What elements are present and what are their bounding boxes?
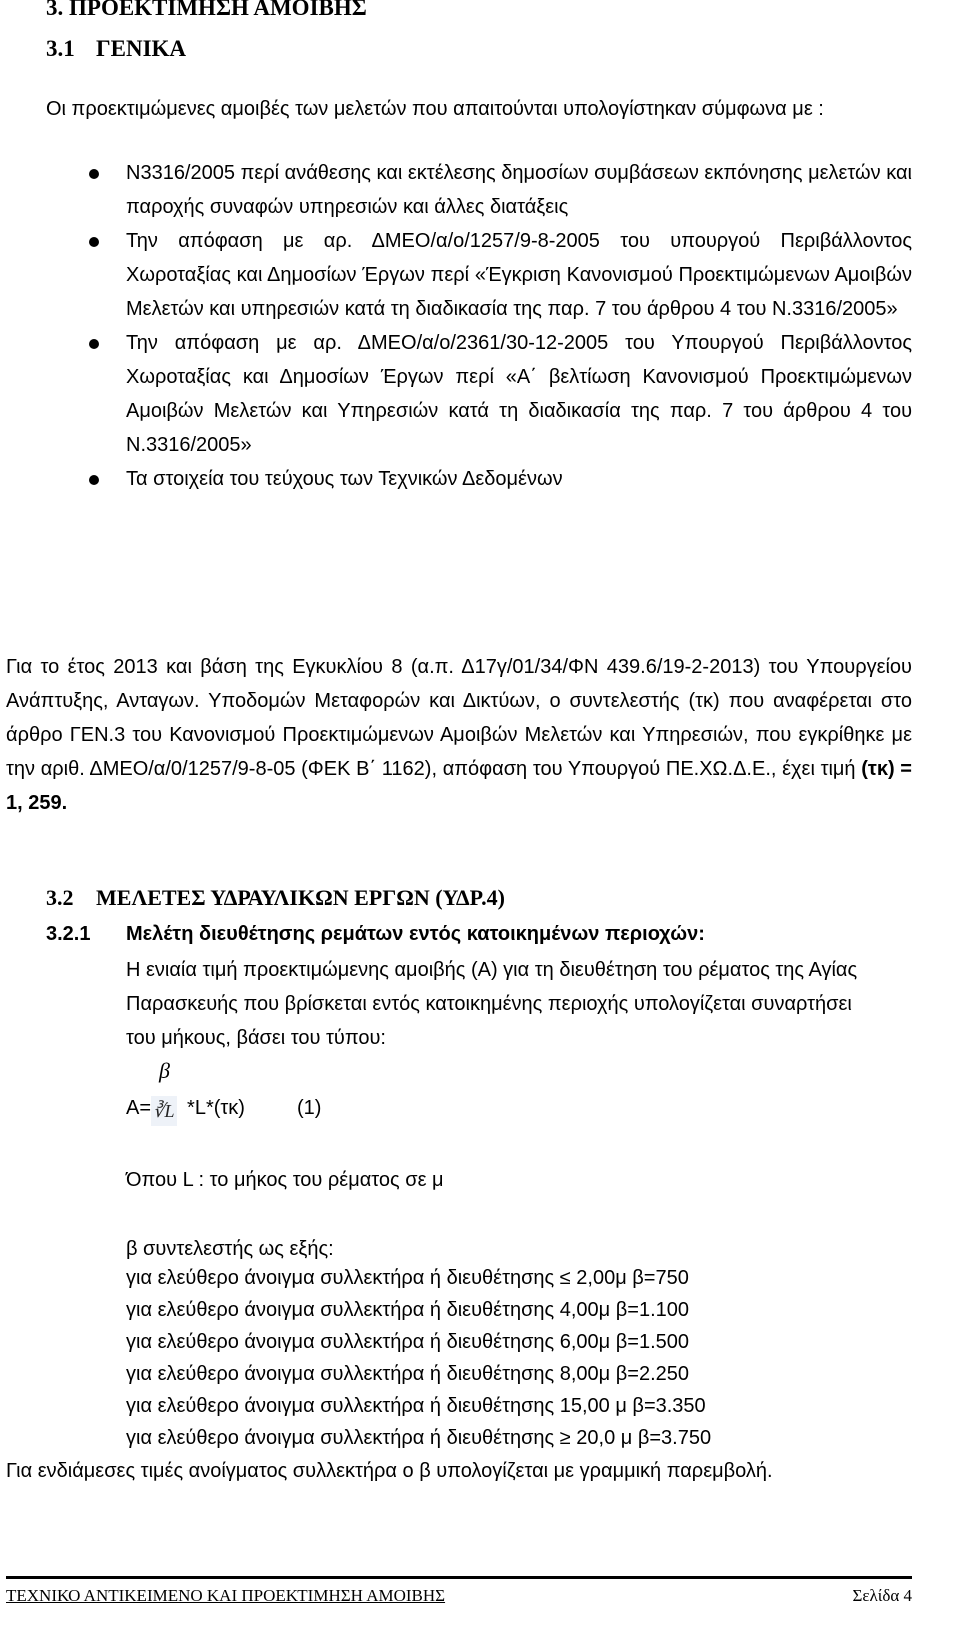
section-3-2-number: 3.2: [46, 885, 74, 910]
formula-root: ∛L: [151, 1096, 176, 1126]
list-item: για ελεύθερο άνοιγμα συλλεκτήρα ή διευθέτησης ≤ 2,00μ β=750: [126, 1267, 689, 1289]
bullet-icon: [89, 339, 99, 349]
section-3-2-heading: [46, 884, 505, 912]
footer-title: ΤΕΧΝΙΚΟ ΑΝΤΙΚΕΙΜΕΝΟ ΚΑΙ ΠΡΟΕΚΤΙΜΗΣΗ ΑΜΟΙΒΗΣ: [6, 1586, 446, 1605]
formula-lhs: Α=: [126, 1097, 152, 1119]
coefficient-paragraph: Για το έτος 2013 και βάση της Εγκυκλίου 8 (α.π. Δ17γ/01/34/ΦΝ 439.6/19-2-2013) του Υπουργείου Ανάπτυξης, Ανταγων. Υποδομών Μεταφορών και Δικτύων, ο συντελεστής (τκ) που αναφέρεται στο άρθρο ΓΕΝ.3 του Κανονισμού Προεκτιμώμενων Αμοιβών Μελετών και Υπηρεσιών, που εγκρίθηκε με την αριθ. ΔΜΕΟ/α/0/1257/9-8-05 (ΦΕΚ Β΄ 1162), απόφαση του Υπουργού ΠΕ.ΧΩ.Δ.Ε., έχει τιμή (τκ) = 1, 259.: [6, 656, 912, 814]
list-item: για ελεύθερο άνοιγμα συλλεκτήρα ή διευθέτησης 8,00μ β=2.250: [126, 1363, 689, 1385]
bullet-icon: [89, 475, 99, 485]
section-3-2-1-heading: [46, 920, 705, 948]
list-item: Ν3316/2005 περί ανάθεσης και εκτέλεσης δημοσίων συμβάσεων εκπόνησης μελετών και παροχής συναφών υπηρεσιών και άλλες διατάξεις: [0, 156, 912, 224]
reference-list: [0, 156, 960, 496]
equation-number: (1): [296, 1097, 322, 1119]
length-definition: Όπου L : το μήκος του ρέματος σε μ: [126, 1169, 444, 1191]
bullet-icon: [89, 169, 99, 179]
section-heading: 3. ΠΡΟΕΚΤΙΜΗΣΗ ΑΜΟΙΒΗΣ: [46, 0, 367, 20]
section-3-2-title: ΜΕΛΕΤΕΣ ΥΔΡΑΥΛΙΚΩΝ ΕΡΓΩΝ (ΥΔΡ.4): [96, 885, 505, 910]
list-item: για ελεύθερο άνοιγμα συλλεκτήρα ή διευθέτησης 6,00μ β=1.500: [126, 1331, 689, 1353]
interpolation-note: Για ενδιάμεσες τιμές ανοίγματος συλλεκτήρα ο β υπολογίζεται με γραμμική παρεμβολή.: [6, 1460, 773, 1482]
formula-fraction: [151, 1057, 187, 1124]
subsection-title: ΓΕΝΙΚΑ: [96, 36, 187, 61]
bullet-icon: [89, 237, 99, 247]
list-item: για ελεύθερο άνοιγμα συλλεκτήρα ή διευθέτησης ≥ 20,0 μ β=3.750: [126, 1427, 712, 1449]
tk-value: (τκ) = 1, 259.: [6, 758, 912, 814]
section-3-2-1-number: 3.2.1: [46, 923, 91, 945]
fee-description: Η ενιαία τιμή προεκτιμώμενης αμοιβής (Α) για τη διευθέτηση του ρέματος της Αγίας Παρασκευής που βρίσκεται εντός κατοικημένης περιοχής υπολογίζεται συναρτήσει του μήκους, βάσει του τύπου:: [126, 959, 858, 1049]
list-item: για ελεύθερο άνοιγμα συλλεκτήρα ή διευθέτησης 15,00 μ β=3.350: [126, 1395, 706, 1417]
page-number: Σελίδα 4: [852, 1586, 912, 1605]
list-item: Την απόφαση με αρ. ΔΜΕΟ/α/ο/1257/9-8-2005 του υπουργού Περιβάλλοντος Χωροταξίας και Δημοσίων Έργων περί «Έγκριση Κανονισμού Προεκτιμώμενων Αμοιβών Μελετών και υπηρεσιών κατά τη διαδικασία της παρ. 7 του άρθρου 4 του Ν.3316/2005»: [0, 224, 912, 326]
subsection-number: 3.1: [46, 36, 75, 61]
list-item: για ελεύθερο άνοιγμα συλλεκτήρα ή διευθέτησης 4,00μ β=1.100: [126, 1299, 689, 1321]
fee-formula: [126, 1057, 322, 1124]
section-3-2-1-title: Μελέτη διευθέτησης ρεμάτων εντός κατοικημένων περιοχών:: [126, 923, 705, 945]
intro-paragraph: Οι προεκτιμώμενες αμοιβές των μελετών που απαιτούνται υπολογίστηκαν σύμφωνα με :: [46, 98, 824, 120]
coefficient-list: [126, 1262, 711, 1454]
formula-numerator: β: [159, 1057, 170, 1083]
list-item: Τα στοιχεία του τεύχους των Τεχνικών Δεδομένων: [0, 462, 912, 496]
list-item: Την απόφαση με αρ. ΔΜΕΟ/α/ο/2361/30-12-2005 του Υπουργού Περιβάλλοντος Χωροταξίας και Δημοσίων Έργων περί «Α΄ βελτίωση Κανονισμού Προεκτιμώμενων Αμοιβών Μελετών και Υπηρεσιών κατά τη διαδικασία της παρ. 7 του άρθρου 4 του Ν.3316/2005»: [0, 326, 912, 462]
subsection-heading: [46, 35, 186, 63]
footer-divider: [6, 1576, 912, 1579]
coefficient-title: β συντελεστής ως εξής:: [126, 1238, 334, 1260]
formula-rhs: *L*(τκ): [187, 1097, 245, 1119]
